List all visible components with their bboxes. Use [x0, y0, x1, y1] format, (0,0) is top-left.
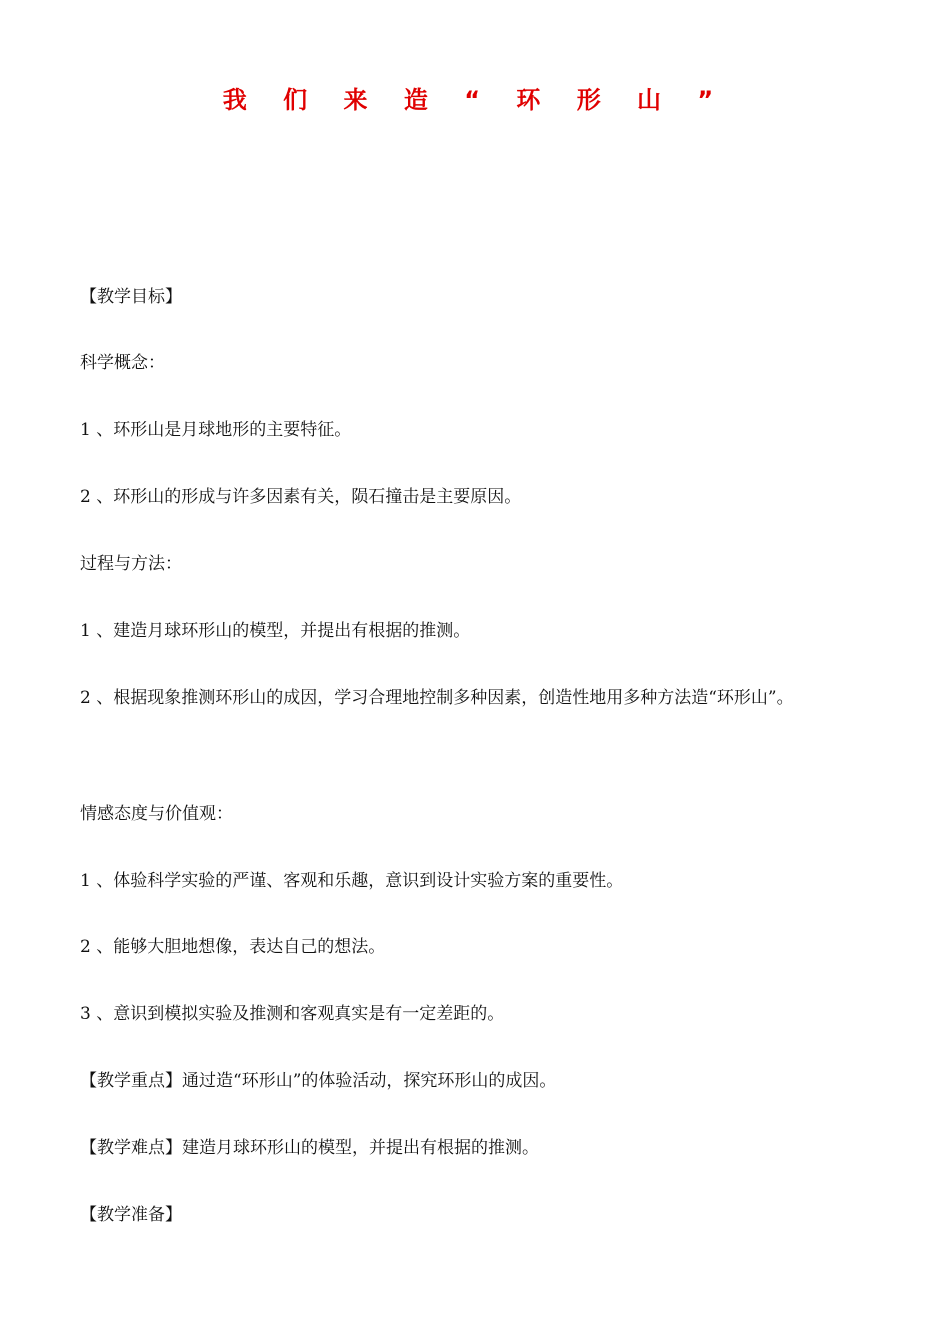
subheading-science-concepts: 科学概念：: [80, 353, 165, 373]
key-point-text: 通过造“环形山”的体验活动，探究环形山的成因。: [182, 1071, 557, 1091]
list-item: 1 、建造月球环形山的模型，并提出有根据的推测。: [80, 621, 471, 641]
subheading-attitudes-values: 情感态度与价值观：: [80, 804, 233, 824]
list-item: 2 、环形山的形成与许多因素有关，陨石撞击是主要原因。: [80, 487, 522, 507]
section-heading-objectives: 【教学目标】: [80, 287, 182, 307]
key-point-label: 【教学重点】: [80, 1071, 182, 1091]
list-item: 1 、环形山是月球地形的主要特征。: [80, 420, 352, 440]
difficult-point-label: 【教学难点】: [80, 1138, 182, 1158]
list-item: 1 、体验科学实验的严谨、客观和乐趣，意识到设计实验方案的重要性。: [80, 871, 624, 891]
difficult-point-line: [80, 1134, 870, 1162]
document-title: 我 们 来 造 “ 环 形 山 ”: [222, 86, 728, 114]
subheading-process-methods: 过程与方法：: [80, 554, 182, 574]
list-item: 2 、能够大胆地想像，表达自己的想法。: [80, 937, 386, 957]
section-heading-preparation: 【教学准备】: [80, 1205, 182, 1225]
list-item: 2 、根据现象推测环形山的成因，学习合理地控制多种因素，创造性地用多种方法造“环形山”。: [80, 688, 794, 708]
key-point-line: [80, 1067, 870, 1095]
list-item: 3 、意识到模拟实验及推测和客观真实是有一定差距的。: [80, 1004, 505, 1024]
difficult-point-text: 建造月球环形山的模型，并提出有根据的推测。: [182, 1138, 539, 1158]
